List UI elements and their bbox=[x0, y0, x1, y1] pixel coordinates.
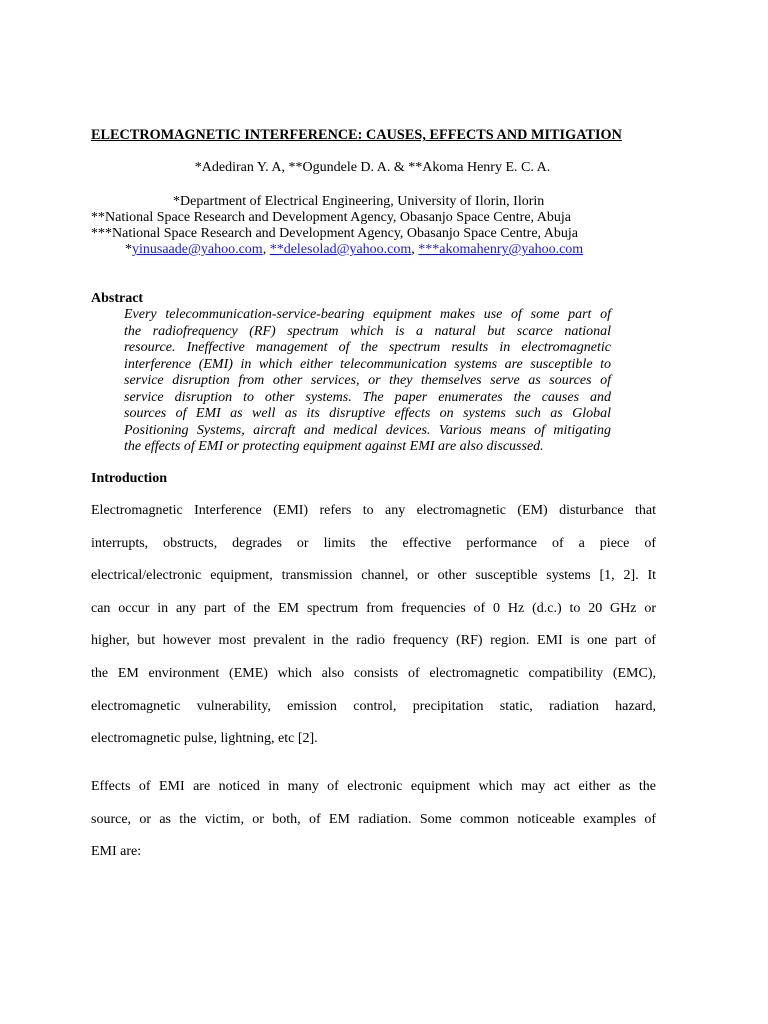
abstract-line: interference (EMI) in which either telecommunication systems are susceptible to bbox=[124, 356, 611, 372]
abstract-line: service disruption to other systems. The paper enumerates the causes and bbox=[124, 389, 611, 405]
paragraph-line: Electromagnetic Interference (EMI) refers to any electromagnetic (EM) disturbance that bbox=[91, 503, 656, 518]
paragraph-line: electrical/electronic equipment, transmission channel, or other susceptible systems [1, 2]. It bbox=[91, 568, 656, 584]
email-link-2[interactable]: **delesolad@yahoo.com bbox=[269, 242, 412, 257]
abstract-line: sources of EMI as well as its disruptive effects on systems such as Global bbox=[124, 406, 611, 421]
abstract-line: Positioning Systems, aircraft and medical devices. Various means of mitigating bbox=[124, 422, 611, 438]
paragraph-line: the EM environment (EME) which also consists of electromagnetic compatibility (EMC), bbox=[91, 665, 656, 681]
abstract-heading: Abstract bbox=[91, 291, 144, 306]
paragraph-line: interrupts, obstructs, degrades or limits the effective performance of a piece of bbox=[91, 535, 656, 551]
abstract-line: resource. Ineffective management of the spectrum results in electromagnetic bbox=[124, 340, 611, 355]
affiliation-2: **National Space Research and Development Agency, Obasanjo Space Centre, Abuja bbox=[91, 210, 571, 225]
abstract-line: service disruption from other services, or they themselves serve as sources of bbox=[124, 373, 611, 388]
introduction-paragraph-2 bbox=[91, 779, 656, 877]
author-list: *Adediran Y. A, **Ogundele D. A. & **Akoma Henry E. C. A. bbox=[194, 160, 551, 175]
affiliation-1: *Department of Electrical Engineering, University of Ilorin, Ilorin bbox=[173, 194, 545, 209]
paragraph-line: can occur in any part of the EM spectrum from frequencies of 0 Hz (d.c.) to 20 GHz or bbox=[91, 600, 656, 616]
paragraph-line: electromagnetic pulse, lightning, etc [2]. bbox=[91, 731, 318, 747]
introduction-paragraph-1 bbox=[91, 503, 656, 764]
paragraph-line: electromagnetic vulnerability, emission control, precipitation static, radiation hazard, bbox=[91, 698, 656, 714]
abstract-body bbox=[124, 307, 611, 456]
paragraph-line: Effects of EMI are noticed in many of electronic equipment which may act either as the bbox=[91, 779, 656, 794]
email-link-1[interactable]: yinusaade@yahoo.com bbox=[132, 242, 263, 257]
email-separator: , bbox=[411, 242, 419, 257]
author-emails bbox=[125, 242, 583, 258]
abstract-line: the radiofrequency (RF) spectrum which is a natural but scarce national bbox=[124, 323, 611, 339]
email-link-3[interactable]: ***akomahenry@yahoo.com bbox=[418, 242, 584, 257]
abstract-line: Every telecommunication-service-bearing equipment makes use of some part of bbox=[124, 307, 611, 322]
introduction-heading: Introduction bbox=[91, 471, 167, 486]
affiliation-3: ***National Space Research and Development Agency, Obasanjo Space Centre, Abuja bbox=[91, 226, 578, 241]
paragraph-line: source, or as the victim, or both, of EM radiation. Some common noticeable examples of bbox=[91, 811, 656, 827]
paragraph-line: higher, but however most prevalent in the radio frequency (RF) region. EMI is one part of bbox=[91, 633, 656, 649]
paper-title: ELECTROMAGNETIC INTERFERENCE: CAUSES, EFFECTS AND MITIGATION bbox=[91, 127, 622, 143]
paragraph-line: EMI are: bbox=[91, 844, 142, 860]
abstract-line: the effects of EMI or protecting equipment against EMI are also discussed. bbox=[124, 439, 544, 454]
email-separator: , bbox=[262, 242, 270, 257]
email-prefix: * bbox=[125, 242, 132, 257]
